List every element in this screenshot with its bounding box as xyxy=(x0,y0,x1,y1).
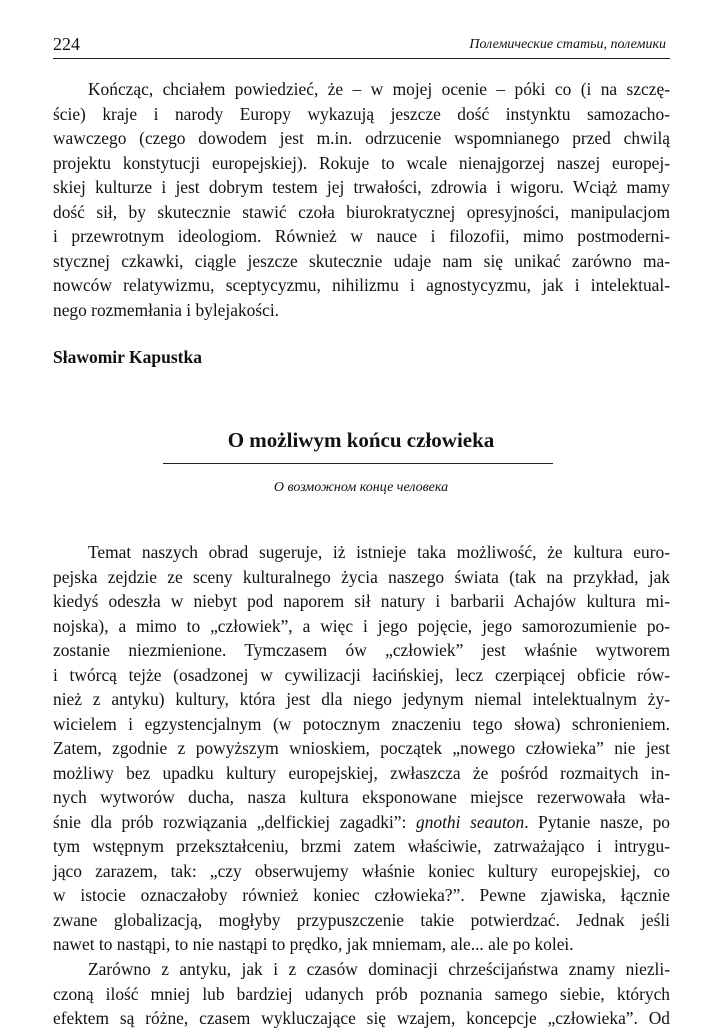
text-line: i twórcą tejże (osadzonej w cywilizacji łacińskiej, lecz czerpiącej obficie rów- xyxy=(53,664,670,685)
text-line: tym wstępnym przekształceniu, brzmi zatem właściwie, zatrważająco i intrygu- xyxy=(53,836,670,856)
text-segment: śnie dla prób rozwiązania „delfickiej zagadki”: xyxy=(53,811,416,832)
text-segment: . Pytanie nasze, po xyxy=(524,811,670,832)
text-line-mixed xyxy=(53,810,670,835)
body-paragraph-2 xyxy=(53,957,670,1031)
italic-phrase: gnothi seauton xyxy=(416,811,525,832)
article-subtitle: О возможном конце человека xyxy=(273,480,449,495)
text-line: Zatem, zgodnie z powyższym wnioskiem, początek „nowego człowieka” nie jest xyxy=(53,738,670,758)
text-line: Zarówno z antyku, jak i z czasów dominacji chrześcijaństwa znamy niezli- xyxy=(88,959,670,979)
text-line: stycznej czkawki, ciągle jeszcze skutecznie udaje nam się unikać zarówno ma- xyxy=(53,250,670,271)
text-line: kiedyś odeszła w niebyt pod naporem sił natury i barbarii Achajów kultura mi- xyxy=(53,591,670,611)
text-line: nojska), a mimo to „człowiek”, a więc i jego pojęcie, jego samorozumienie po- xyxy=(53,615,670,636)
text-line: zwane globalizacją, mogłyby przypuszczenie takie potwierdzać. Jednak jeśli xyxy=(53,909,670,930)
text-line: w istocie oznaczałoby również koniec człowieka?”. Pewne zjawiska, łącznie xyxy=(53,885,670,905)
text-line: dość sił, by skutecznie stawić czoła biurokratycznej opresyjności, manipulacjom xyxy=(53,201,670,222)
running-title: Полемические статьи, полемики xyxy=(469,37,666,52)
text-line: wawczego (czego dowodem jest m.in. odrzucenie wspomnianego przed chwilą xyxy=(53,128,670,148)
text-line: i przewrotnym ideologiom. Również w nauce i filozofii, mimo postmoderni- xyxy=(53,226,670,246)
text-line: czoną ilość mniej lub bardziej udanych prób poznania samego siebie, których xyxy=(53,983,670,1004)
text-line: Temat naszych obrad sugeruje, iż istnieje taka możliwość, że kultura euro- xyxy=(88,542,670,562)
text-line: efektem są różne, czasem wykluczające się wzajem, koncepcje „człowieka”. Od xyxy=(53,1008,670,1028)
running-header xyxy=(53,34,670,59)
text-line: nowców relatywizmu, sceptycyzmu, nihilizmu i agnostycyzmu, jak i intelektual- xyxy=(53,275,670,295)
title-underline xyxy=(163,463,553,464)
text-line: Kończąc, chciałem powiedzieć, że – w mojej ocenie – póki co (i na szczę- xyxy=(88,79,670,99)
text-line: jąco zarazem, tak: „czy obserwujemy właśnie koniec kultury europejskiej, co xyxy=(53,860,670,881)
text-line: możliwy bez upadku kultury europejskiej, zwłaszcza że pośród rozmaitych in- xyxy=(53,762,670,783)
text-line: nawet to nastąpi, to nie nastąpi to prędko, jak mniemam, ale... ale po kolei. xyxy=(53,934,574,954)
text-line: zostanie niezmienione. Tymczasem ów „człowiek” jest właśnie wytworem xyxy=(53,640,670,660)
text-line: wicielem i egzystencjalnym (w potocznym znaczeniu tego słowa) schronieniem. xyxy=(53,713,670,734)
body-paragraph-1 xyxy=(53,540,670,957)
text-line: nego rozmemłania i bylejakości. xyxy=(53,299,280,320)
text-line: nych wytworów ducha, nasza kultura eksponowane miejsce rezerwowała wła- xyxy=(53,787,670,807)
article-title: O możliwym końcu człowieka xyxy=(227,428,495,452)
page-number: 224 xyxy=(53,34,80,54)
text-line: projektu konstytucji europejskiej). Rokuje to wcale nienajgorzej naszej europej- xyxy=(53,152,670,173)
author-name: Sławomir Kapustka xyxy=(53,347,202,367)
text-line: nież z antyku) kultury, która jest dla niego jedynym niemal intelektualnym ży- xyxy=(53,689,670,709)
text-line: ście) kraje i narody Europy wykazują jeszcze dość instynktu samozacho- xyxy=(53,103,670,124)
text-line: pejska zejdzie ze sceny kulturalnego życia naszego świata (tak na przykład, jak xyxy=(53,566,670,587)
text-line: skiej kulturze i jest dobrym testem jej trwałości, zdrowia i wigoru. Wciąż mamy xyxy=(53,177,670,197)
intro-paragraph xyxy=(53,77,670,322)
